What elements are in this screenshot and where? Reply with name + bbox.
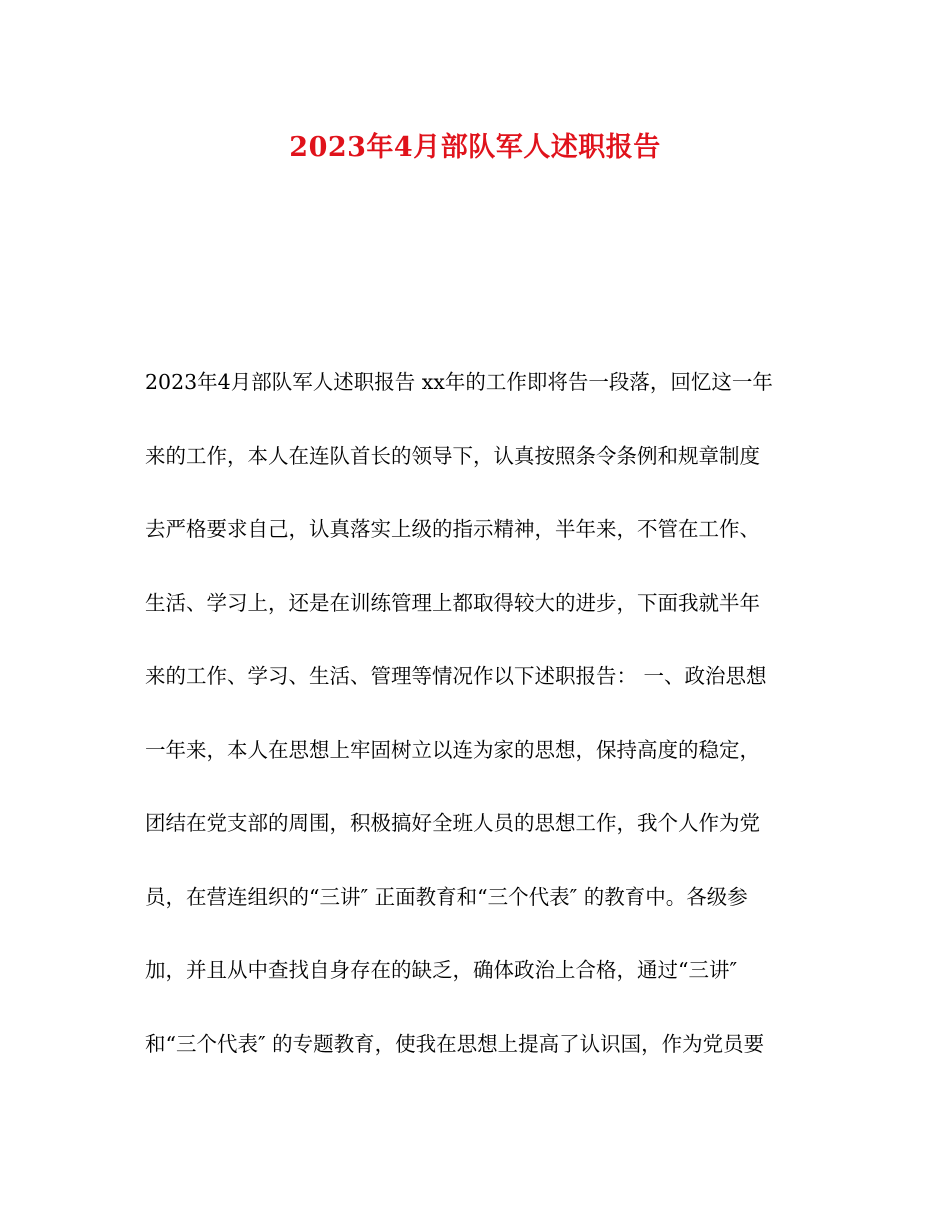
body-line-5: 来的工作、学习、生活、管理等情况作以下述职报告： 一、政治思想 (145, 664, 767, 688)
document-body (145, 362, 820, 1097)
body-line-1: 2023年4月部队军人述职报告 xx年的工作即将告一段落，回忆这一年 (145, 370, 773, 394)
document-title: 2023年4月部队军人述职报告 (289, 132, 661, 163)
body-line-9: 加，并且从中查找自身存在的缺乏，确体政治上合格，通过“三讲″ (145, 958, 738, 982)
body-line-3: 去严格要求自己，认真落实上级的指示精神，半年来，不管在工作、 (145, 517, 760, 541)
body-line-2: 来的工作，本人在连队首长的领导下，认真按照条令条例和规章制度 (145, 443, 760, 468)
body-line-7: 团结在党支部的周围，积极搞好全班人员的思想工作，我个人作为党 (145, 811, 760, 835)
body-line-10: 和“三个代表″ 的专题教育，使我在思想上提高了认识国，作为党员要 (145, 1031, 765, 1056)
body-line-4: 生活、学习上，还是在训练管理上都取得较大的进步，下面我就半年 (145, 590, 760, 615)
body-line-6: 一年来，本人在思想上牢固树立以连为家的思想，保持高度的稳定， (145, 737, 760, 762)
body-line-8: 员，在营连组织的“三讲″ 正面教育和“三个代表″ 的教育中。各级参 (145, 884, 748, 909)
